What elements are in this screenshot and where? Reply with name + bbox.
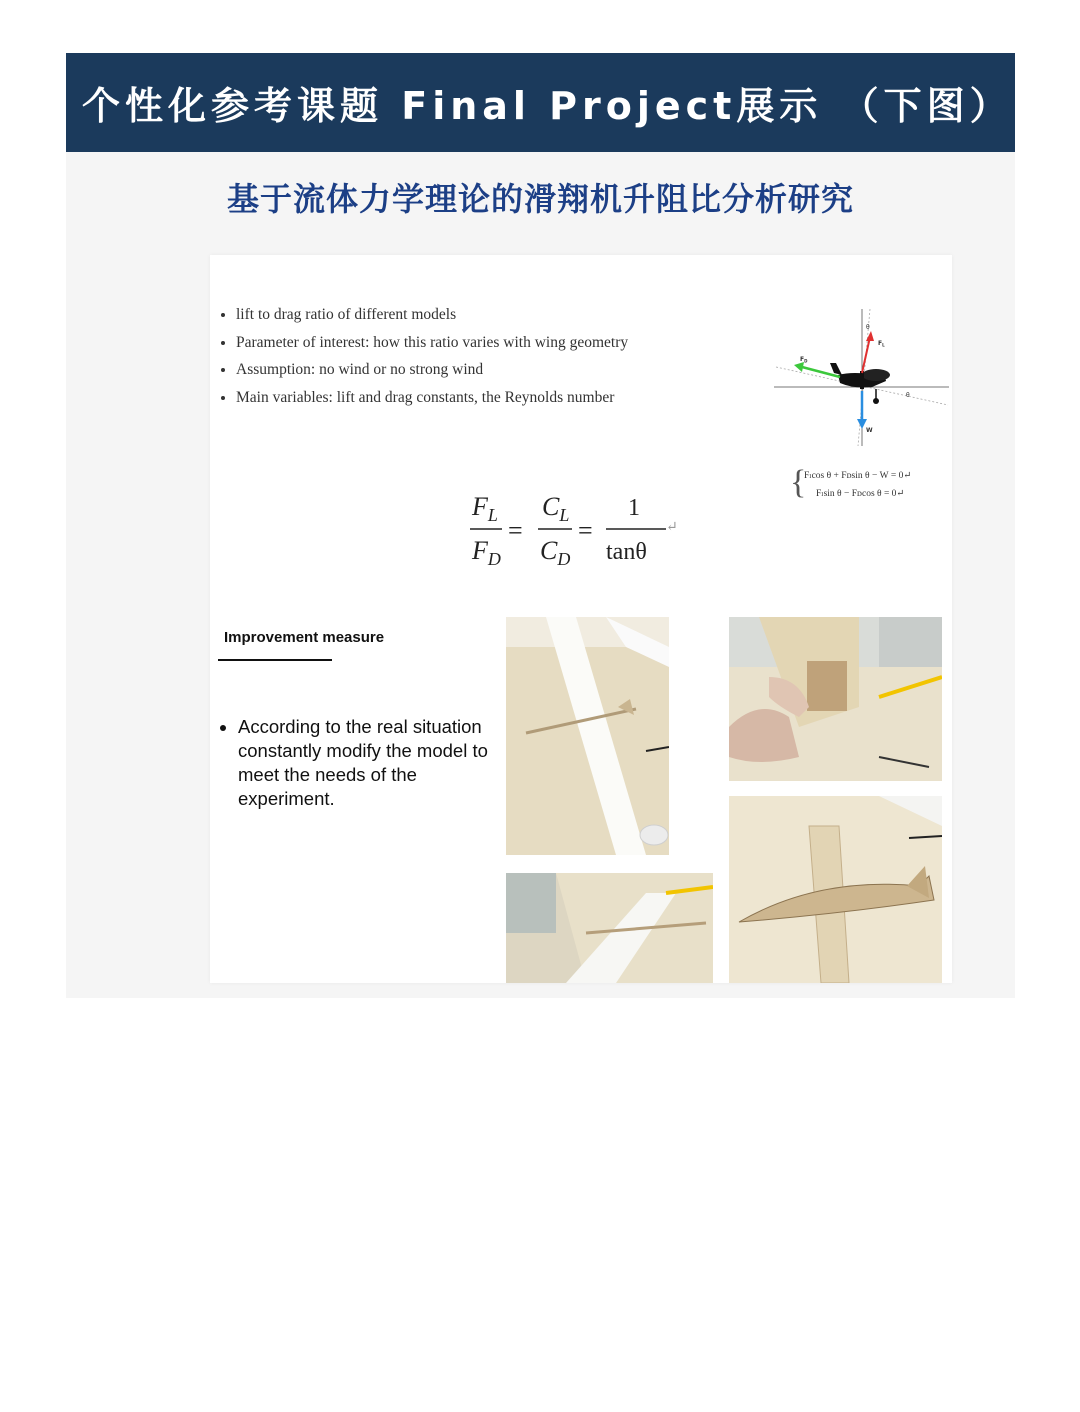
return-mark: ↵	[666, 520, 678, 535]
bullet-item: • Parameter of interest: how this ratio varies with wing geometry	[236, 333, 628, 352]
svg-text:FL	[878, 340, 885, 348]
glider-photo-assembly	[729, 617, 942, 781]
drag-arrowhead	[794, 362, 804, 372]
equals-sign-2: =	[578, 516, 593, 545]
equals-sign-1: =	[508, 516, 523, 545]
cl-numerator: $C_L$	[542, 492, 570, 525]
svg-text:FD	[800, 356, 808, 364]
content-panel	[66, 152, 1015, 998]
cd-denominator: $C_D$	[540, 536, 571, 569]
lift-arrowhead	[866, 331, 874, 341]
bullet-item: • lift to drag ratio of different models	[236, 305, 628, 324]
theta-label-top: θ	[866, 324, 870, 331]
drag-sub-label: D	[804, 358, 808, 364]
lift-sub-label: L	[882, 342, 885, 348]
lift-drag-ratio-equation	[468, 483, 698, 573]
fd-denominator: $F_D$	[472, 536, 501, 569]
tan-denominator: tanθ	[606, 539, 647, 565]
equation-brace: {	[790, 464, 807, 501]
force-equation-system	[790, 465, 950, 505]
force-diagram	[774, 301, 952, 451]
banner-title: 个性化参考课题 Final Project展示 （下图）	[82, 84, 1013, 128]
glider-silhouette-icon	[830, 363, 890, 404]
slide	[210, 255, 952, 983]
equation-line-1: Fₗcos θ + Fᴅsin θ − W = 0↵	[804, 471, 912, 481]
theta-label-right: θ	[906, 392, 910, 399]
fl-numerator: $F_L$	[472, 492, 498, 525]
slide-bullet-list	[218, 305, 628, 415]
title-banner	[66, 53, 1015, 152]
lift-label: F	[878, 340, 883, 347]
equation-line-2: Fₗsin θ − Fᴅcos θ = 0↵	[816, 489, 905, 499]
bullet-item: • Main variables: lift and drag constants, the Reynolds number	[236, 388, 628, 407]
improvement-underline	[218, 659, 332, 661]
glider-photo-top-view	[506, 617, 669, 855]
weight-label: W	[866, 427, 873, 434]
one-numerator: 1	[628, 495, 640, 521]
project-subtitle: 基于流体力学理论的滑翔机升阻比分析研究	[226, 180, 854, 218]
improvement-bullet-list	[224, 715, 508, 811]
improvement-bullet: • According to the real situation constantly modify the model to meet the needs of the experiment.	[238, 715, 508, 811]
glider-photo-side-view	[506, 873, 713, 983]
glider-photo-cardboard-model	[729, 796, 942, 983]
lift-arrow	[862, 337, 870, 373]
drag-label: F	[800, 356, 805, 363]
improvement-title: Improvement measure	[224, 629, 385, 646]
bullet-item: • Assumption: no wind or no strong wind	[236, 360, 628, 379]
